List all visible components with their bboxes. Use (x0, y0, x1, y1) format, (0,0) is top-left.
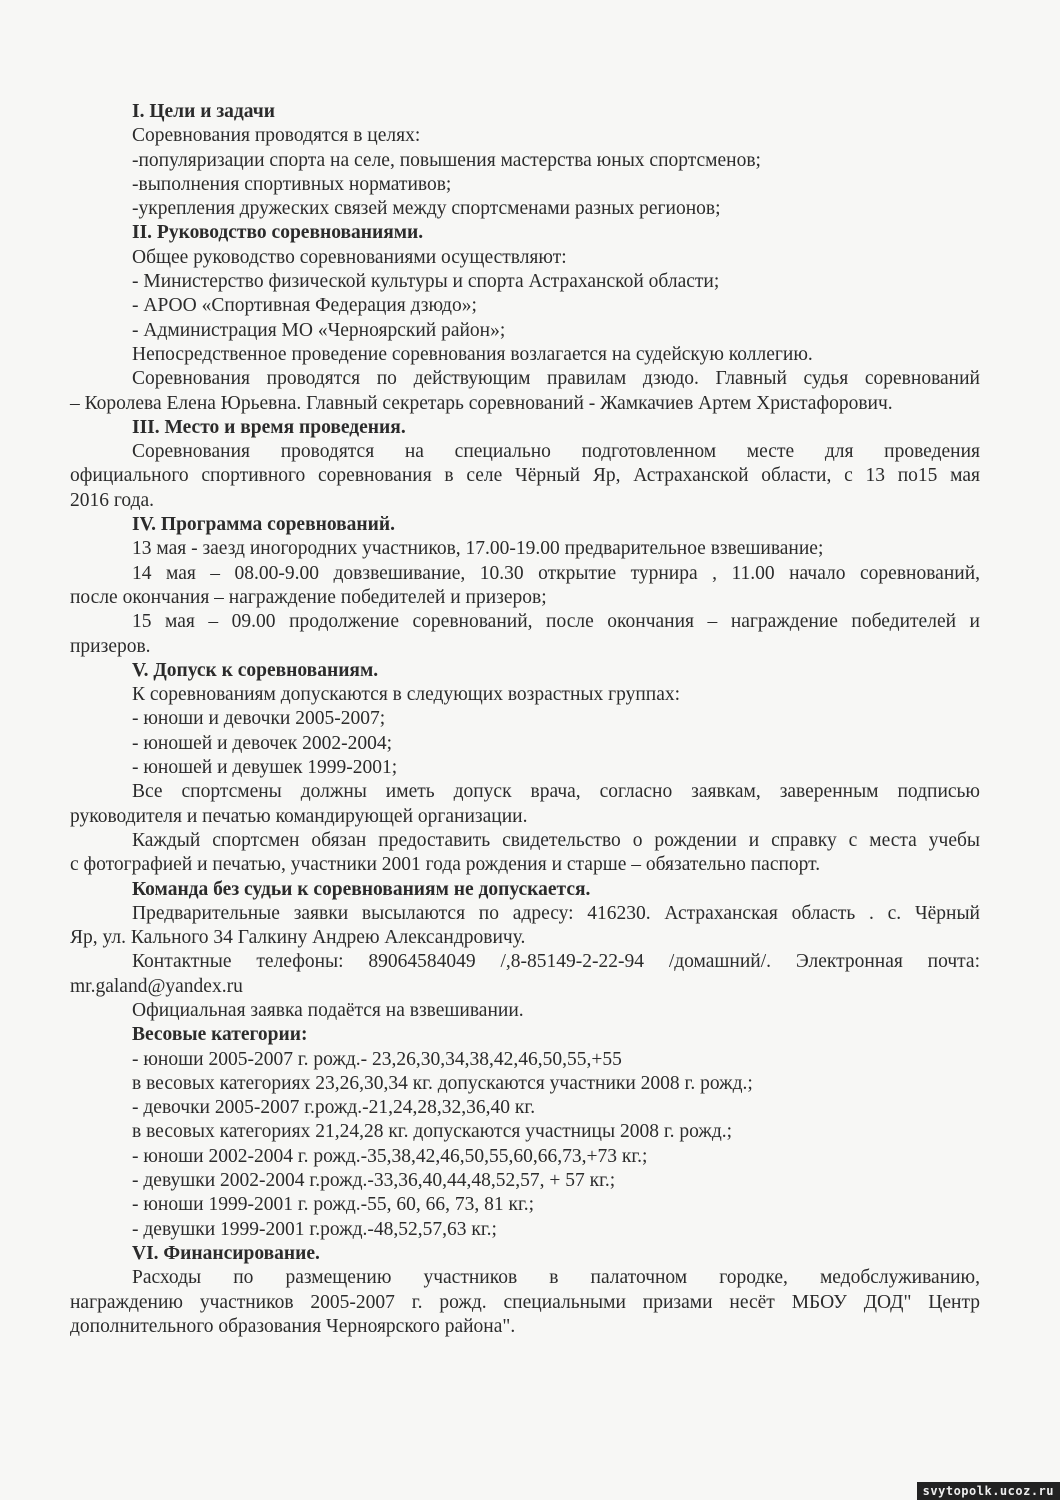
text-line: - девочки 2005-2007 г.рожд.-21,24,28,32,36,40 кг. (132, 1097, 536, 1119)
text-line: - Администрация МО «Черноярский район»; (132, 319, 506, 341)
section-heading: IV. Программа соревнований. (132, 514, 395, 536)
section-heading: Команда без судьи к соревнованиям не допускается. (132, 878, 591, 900)
text-line: -выполнения спортивных нормативов; (132, 173, 452, 195)
site-watermark: svytopolk.ucoz.ru (917, 1482, 1060, 1500)
text-line: Общее руководство соревнованиями осуществляют: (132, 246, 567, 268)
text-line: 15 мая – 09.00 продолжение соревнований, после окончания – награждение победителей и (132, 611, 980, 633)
text-line: - девушки 2002-2004 г.рожд.-33,36,40,44,48,52,57, + 57 кг.; (132, 1170, 616, 1192)
text-line: с фотографией и печатью, участники 2001 года рождения и старше – обязательно паспорт. (70, 854, 821, 876)
section-heading: VI. Финансирование. (132, 1242, 320, 1264)
text-line: 2016 года. (70, 489, 155, 511)
text-line: Непосредственное проведение соревнования возлагается на судейскую коллегию. (132, 343, 813, 365)
text-line: - юношей и девушек 1999-2001; (132, 757, 398, 779)
text-line: после окончания – награждение победителей и призеров; (70, 586, 547, 608)
text-line: - АРОО «Спортивная Федерация дзюдо»; (132, 295, 477, 317)
text-line: в весовых категориях 23,26,30,34 кг. допускаются участники 2008 г. рожд.; (132, 1072, 753, 1094)
text-line: призеров. (70, 635, 151, 657)
text-line: Каждый спортсмен обязан предоставить свидетельство о рождении и справку с места учебы (132, 829, 980, 851)
text-line: -укрепления дружеских связей между спортсменами разных регионов; (132, 198, 721, 220)
text-line: - юноши 2005-2007 г. рожд.- 23,26,30,34,38,42,46,50,55,+55 (132, 1048, 622, 1070)
text-line: Официальная заявка подаётся на взвешивании. (132, 999, 524, 1021)
text-line: 13 мая - заезд иногородних участников, 17.00-19.00 предварительное взвешивание; (132, 538, 824, 560)
text-line: К соревнованиям допускаются в следующих возрастных группах: (132, 684, 681, 706)
text-line: Соревнования проводятся в целях: (132, 125, 421, 147)
text-line: Все спортсмены должны иметь допуск врача, согласно заявкам, заверенным подписью (132, 781, 980, 803)
text-line: - Министерство физической культуры и спорта Астраханской области; (132, 271, 720, 293)
text-line: -популяризации спорта на селе, повышения мастерства юных спортсменов; (132, 149, 761, 171)
document-body (70, 100, 980, 1339)
section-heading: II. Руководство соревнованиями. (132, 222, 424, 244)
section-heading: III. Место и время проведения. (132, 416, 406, 438)
text-line: Яр, ул. Кального 34 Галкину Андрею Александровичу. (70, 927, 526, 949)
text-line: mr.galand@yandex.ru (70, 975, 243, 997)
text-line: Предварительные заявки высылаются по адресу: 416230. Астраханская область . с. Чёрный (132, 902, 980, 924)
text-line: - юноши 1999-2001 г. рожд.-55, 60, 66, 73, 81 кг.; (132, 1194, 535, 1216)
text-line: - юноши и девочки 2005-2007; (132, 708, 386, 730)
text-line: официального спортивного соревнования в селе Чёрный Яр, Астраханской области, с 13 по15 мая (70, 465, 980, 487)
text-line: Соревнования проводятся по действующим правилам дзюдо. Главный судья соревнований (132, 368, 980, 390)
text-line: - девушки 1999-2001 г.рожд.-48,52,57,63 кг.; (132, 1218, 497, 1240)
text-line: Расходы по размещению участников в палаточном городке, медобслуживанию, (132, 1267, 980, 1289)
text-line: награждению участников 2005-2007 г. рожд. специальными призами несёт МБОУ ДОД" Центр (70, 1291, 980, 1313)
section-heading: V. Допуск к соревнованиям. (132, 659, 379, 681)
text-line: дополнительного образования Черноярского района". (70, 1315, 516, 1337)
text-line: 14 мая – 08.00-9.00 довзвешивание, 10.30 открытие турнира , 11.00 начало соревнований, (132, 562, 980, 584)
text-line: руководителя и печатью командирующей организации. (70, 805, 528, 827)
text-line: – Королева Елена Юрьевна. Главный секретарь соревнований - Жамкачиев Артем Христафорович. (70, 392, 893, 414)
text-line: Контактные телефоны: 89064584049 /,8-85149-2-22-94 /домашний/. Электронная почта: (132, 951, 980, 973)
text-line: Соревнования проводятся на специально подготовленном месте для проведения (132, 441, 980, 463)
text-line: в весовых категориях 21,24,28 кг. допускаются участницы 2008 г. рожд.; (132, 1121, 733, 1143)
text-line: - юноши 2002-2004 г. рожд.-35,38,42,46,50,55,60,66,73,+73 кг.; (132, 1145, 648, 1167)
section-heading: Весовые категории: (132, 1024, 308, 1046)
section-heading: I. Цели и задачи (132, 101, 275, 122)
text-line: - юношей и девочек 2002-2004; (132, 732, 393, 754)
